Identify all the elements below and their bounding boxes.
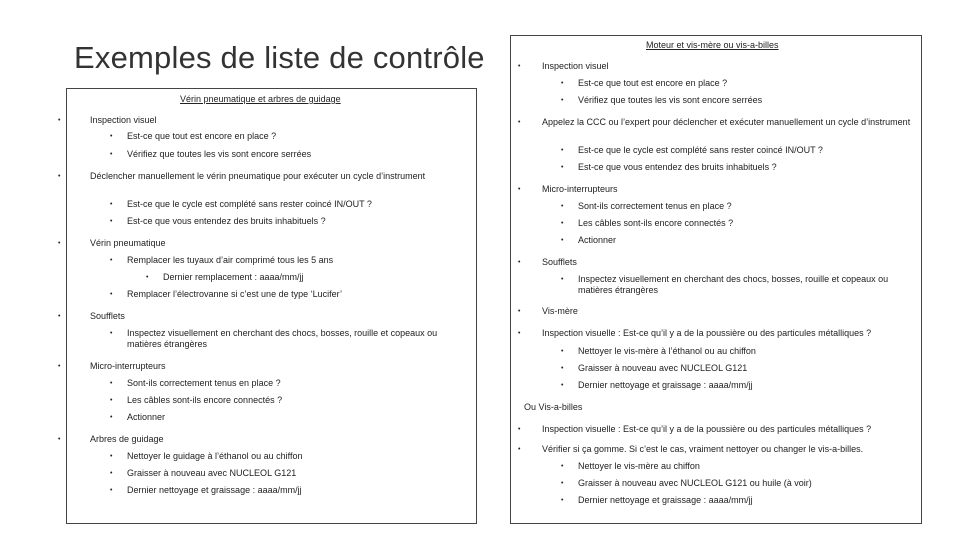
bullet-icon: • — [561, 382, 564, 389]
bullet-icon: • — [110, 201, 113, 208]
bullet-icon: • — [110, 291, 113, 298]
right-subheading-visabilles: Ou Vis-a-billes — [524, 402, 583, 412]
bullet-icon: • — [518, 119, 521, 126]
page-title: Exemples de liste de contrôle — [74, 40, 485, 75]
bullet-icon: • — [561, 203, 564, 210]
right-section-inspection-vismere: Inspection visuelle : Est-ce qu’il y a de la poussière ou des particules métalliques ? — [542, 328, 872, 338]
left-section-soufflets: Soufflets — [90, 311, 125, 321]
left-item: Vérifiez que toutes les vis sont encore serrées — [127, 149, 312, 159]
left-section-arbres: Arbres de guidage — [90, 434, 164, 444]
bullet-icon: • — [58, 240, 61, 247]
left-item: Graisser à nouveau avec NUCLEOL G121 — [127, 468, 297, 478]
right-section-verifier: Vérifier si ça gomme. Si c’est le cas, vraiment nettoyer ou changer le vis-a-billes. — [542, 444, 864, 454]
left-item: Sont-ils correctement tenus en place ? — [127, 378, 281, 388]
bullet-icon: • — [110, 218, 113, 225]
bullet-icon: • — [110, 151, 113, 158]
left-section-micro: Micro-interrupteurs — [90, 361, 166, 371]
bullet-icon: • — [518, 308, 521, 315]
bullet-icon: • — [561, 276, 564, 283]
right-item: Inspectez visuellement en cherchant des chocs, bosses, rouille et copeaux ou matières étrangères — [578, 274, 889, 295]
bullet-icon: • — [110, 470, 113, 477]
bullet-icon: • — [561, 365, 564, 372]
right-section-appelez: Appelez la CCC ou l’expert pour déclencher et exécuter manuellement un cycle d’instrument — [542, 117, 911, 127]
left-item: Est-ce que tout est encore en place ? — [127, 131, 277, 141]
left-item: Remplacer les tuyaux d’air comprimé tous les 5 ans — [127, 255, 334, 265]
left-item: Dernier nettoyage et graissage : aaaa/mm/jj — [127, 485, 302, 495]
bullet-icon: • — [58, 436, 61, 443]
bullet-icon: • — [561, 147, 564, 154]
left-item: Nettoyer le guidage à l’éthanol ou au chiffon — [127, 451, 303, 461]
right-item: Est-ce que tout est encore en place ? — [578, 78, 728, 88]
left-item: Actionner — [127, 412, 166, 422]
right-panel-heading: Moteur et vis-mère ou vis-a-billes — [646, 40, 779, 50]
right-section-vismere: Vis-mère — [542, 306, 578, 316]
bullet-icon: • — [110, 380, 113, 387]
right-section-micro: Micro-interrupteurs — [542, 184, 618, 194]
right-item: Sont-ils correctement tenus en place ? — [578, 201, 732, 211]
right-section-inspection-visabilles: Inspection visuelle : Est-ce qu’il y a de la poussière ou des particules métalliques ? — [542, 424, 872, 434]
bullet-icon: • — [58, 313, 61, 320]
bullet-icon: • — [518, 446, 521, 453]
bullet-icon: • — [110, 487, 113, 494]
left-item: Est-ce que vous entendez des bruits inhabituels ? — [127, 216, 326, 226]
right-item: Les câbles sont-ils encore connectés ? — [578, 218, 734, 228]
left-section-declencher: Déclencher manuellement le vérin pneumatique pour exécuter un cycle d’instrument — [90, 171, 426, 181]
bullet-icon: • — [518, 426, 521, 433]
bullet-icon: • — [110, 257, 113, 264]
left-item: Inspectez visuellement en cherchant des chocs, bosses, rouille et copeaux ou matières étrangères — [127, 328, 438, 349]
bullet-icon: • — [518, 259, 521, 266]
bullet-icon: • — [561, 97, 564, 104]
bullet-icon: • — [110, 453, 113, 460]
bullet-icon: • — [518, 330, 521, 337]
bullet-icon: • — [561, 80, 564, 87]
bullet-icon: • — [110, 414, 113, 421]
right-item: Nettoyer le vis-mère à l’éthanol ou au chiffon — [578, 346, 756, 356]
right-item: Nettoyer le vis-mère au chiffon — [578, 461, 700, 471]
left-item: Remplacer l’électrovanne si c’est une de type ‘Lucifer’ — [127, 289, 342, 299]
left-panel-heading: Vérin pneumatique et arbres de guidage — [180, 94, 341, 104]
bullet-icon: • — [518, 63, 521, 70]
right-item: Est-ce que vous entendez des bruits inhabituels ? — [578, 162, 777, 172]
bullet-icon: • — [561, 497, 564, 504]
left-item: Est-ce que le cycle est complété sans rester coincé IN/OUT ? — [127, 199, 372, 209]
left-item: Les câbles sont-ils encore connectés ? — [127, 395, 283, 405]
right-item: Vérifiez que toutes les vis sont encore serrées — [578, 95, 763, 105]
bullet-icon: • — [58, 117, 61, 124]
bullet-icon: • — [518, 186, 521, 193]
bullet-icon: • — [110, 133, 113, 140]
right-item: Dernier nettoyage et graissage : aaaa/mm/jj — [578, 495, 753, 505]
left-section-inspection: Inspection visuel — [90, 115, 157, 125]
right-item: Est-ce que le cycle est complété sans rester coincé IN/OUT ? — [578, 145, 823, 155]
right-section-inspection: Inspection visuel — [542, 61, 609, 71]
bullet-icon: • — [561, 220, 564, 227]
bullet-icon: • — [146, 274, 149, 281]
bullet-icon: • — [561, 463, 564, 470]
bullet-icon: • — [110, 330, 113, 337]
bullet-icon: • — [561, 237, 564, 244]
left-section-verin: Vérin pneumatique — [90, 238, 166, 248]
right-item: Graisser à nouveau avec NUCLEOL G121 — [578, 363, 748, 373]
left-subitem: Dernier remplacement : aaaa/mm/jj — [163, 272, 304, 282]
bullet-icon: • — [561, 480, 564, 487]
bullet-icon: • — [58, 173, 61, 180]
right-item: Graisser à nouveau avec NUCLEOL G121 ou huile (à voir) — [578, 478, 812, 488]
bullet-icon: • — [110, 397, 113, 404]
right-item: Dernier nettoyage et graissage : aaaa/mm/jj — [578, 380, 753, 390]
bullet-icon: • — [561, 348, 564, 355]
bullet-icon: • — [561, 164, 564, 171]
right-section-soufflets: Soufflets — [542, 257, 577, 267]
bullet-icon: • — [58, 363, 61, 370]
right-item: Actionner — [578, 235, 617, 245]
